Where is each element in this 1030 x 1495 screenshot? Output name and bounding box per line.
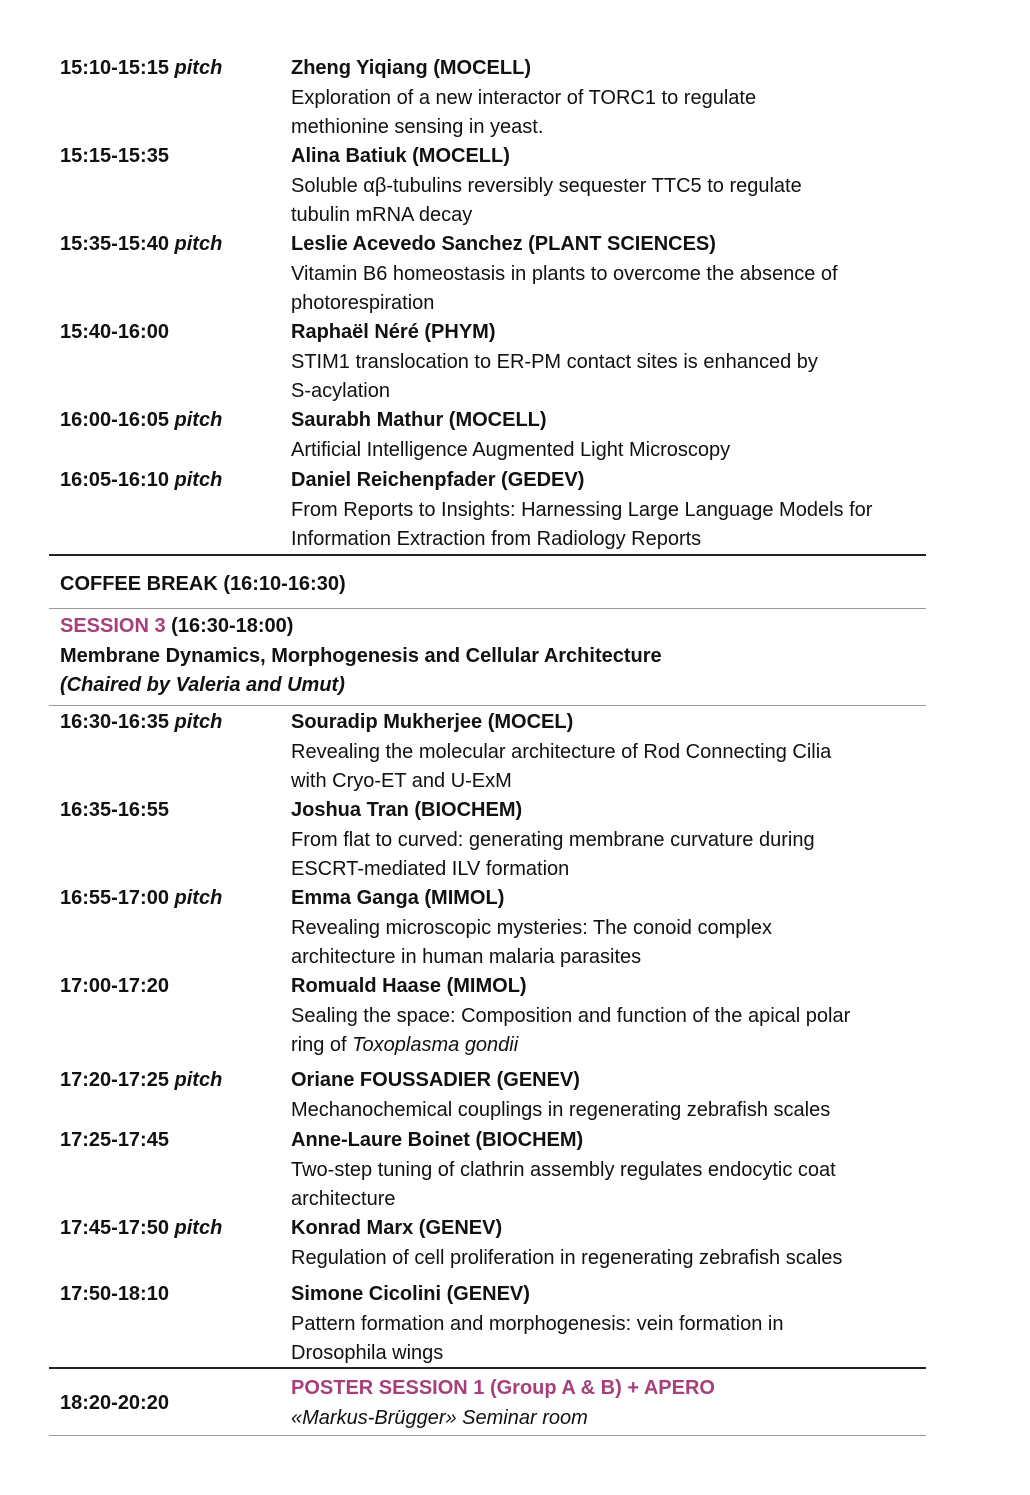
section-divider [49, 608, 926, 609]
talk-details [291, 230, 926, 319]
section-divider [49, 1435, 926, 1436]
pitch-label: pitch [174, 1069, 223, 1091]
talk-title-line: Revealing microscopic mysteries: The conoid complex [291, 916, 772, 939]
pitch-label: pitch [174, 711, 223, 733]
speaker-name: Anne-Laure Boinet (BIOCHEM) [291, 1129, 584, 1151]
talk-title-line: Two-step tuning of clathrin assembly regulates endocytic coat [291, 1158, 836, 1181]
session-chairs: (Chaired by Valeria and Umut) [60, 674, 345, 696]
talk-time: 16:00-16:05 pitch [60, 409, 223, 431]
talk-details [291, 406, 926, 465]
session-title: Membrane Dynamics, Morphogenesis and Cellular Architecture [60, 645, 662, 667]
speaker-name: Konrad Marx (GENEV) [291, 1217, 503, 1239]
speaker-name: Alina Batiuk (MOCELL) [291, 145, 510, 167]
talk-time: 16:05-16:10 pitch [60, 469, 223, 491]
talk-title-line: photorespiration [291, 292, 435, 314]
talk-title-line: From flat to curved: generating membrane curvature during [291, 828, 815, 851]
talk-details [291, 1066, 926, 1125]
talk-time: 17:00-17:20 [60, 975, 169, 997]
poster-details [291, 1374, 926, 1433]
species-name: Toxoplasma gondii [352, 1034, 519, 1056]
talk-details [291, 1214, 926, 1273]
talk-time: 15:15-15:35 [60, 145, 169, 167]
speaker-name: Souradip Mukherjee (MOCEL) [291, 711, 574, 733]
talk-title-line: architecture in human malaria parasites [291, 946, 642, 968]
talk-time: 15:40-16:00 [60, 321, 169, 343]
talk-details [291, 1126, 926, 1215]
speaker-name: Emma Ganga (MIMOL) [291, 887, 505, 909]
talk-title-line: Drosophila wings [291, 1342, 444, 1364]
talk-title-line: Mechanochemical couplings in regenerating zebrafish scales [291, 1098, 831, 1121]
section-divider [49, 705, 926, 706]
talk-time: 16:35-16:55 [60, 799, 169, 821]
talk-details [291, 796, 926, 885]
talk-title-line: Regulation of cell proliferation in regenerating zebrafish scales [291, 1246, 843, 1269]
talk-time: 16:30-16:35 pitch [60, 711, 223, 733]
talk-title-line: Vitamin B6 homeostasis in plants to overcome the absence of [291, 262, 838, 285]
talk-time: 16:55-17:00 pitch [60, 887, 223, 909]
pitch-label: pitch [174, 887, 223, 909]
speaker-name: Raphaël Néré (PHYM) [291, 321, 496, 343]
talk-time: 17:45-17:50 pitch [60, 1217, 223, 1239]
speaker-name: Joshua Tran (BIOCHEM) [291, 799, 523, 821]
talk-title-line: Exploration of a new interactor of TORC1 to regulate [291, 86, 757, 109]
section-divider [49, 1367, 926, 1369]
talk-title-line: tubulin mRNA decay [291, 204, 473, 226]
talk-title-line: with Cryo-ET and U-ExM [291, 770, 512, 792]
talk-time: 15:35-15:40 pitch [60, 233, 223, 255]
speaker-name: Leslie Acevedo Sanchez (PLANT SCIENCES) [291, 233, 716, 255]
talk-title-line: Information Extraction from Radiology Reports [291, 528, 702, 550]
pitch-label: pitch [174, 57, 223, 79]
speaker-name: Daniel Reichenpfader (GEDEV) [291, 469, 585, 491]
talk-details [291, 708, 926, 797]
speaker-name: Zheng Yiqiang (MOCELL) [291, 57, 531, 79]
talk-title-line: Sealing the space: Composition and function of the apical polar [291, 1004, 851, 1027]
talk-title-line: methionine sensing in yeast. [291, 116, 544, 138]
poster-title: POSTER SESSION 1 (Group A & B) + APERO [291, 1377, 715, 1399]
talk-title-line: From Reports to Insights: Harnessing Large Language Models for [291, 498, 873, 521]
talk-time: 17:50-18:10 [60, 1283, 169, 1305]
pitch-label: pitch [174, 469, 223, 491]
talk-time: 17:25-17:45 [60, 1129, 169, 1151]
poster-location: «Markus-Brügger» Seminar room [291, 1406, 588, 1429]
talk-title-line: Soluble αβ-tubulins reversibly sequester TTC5 to regulate [291, 174, 802, 197]
talk-details [291, 884, 926, 973]
talk-title-line: ring of Toxoplasma gondii [291, 1034, 519, 1056]
talk-time: 17:20-17:25 pitch [60, 1069, 223, 1091]
talk-title-line: architecture [291, 1188, 396, 1210]
poster-time: 18:20-20:20 [60, 1392, 169, 1414]
talk-title-line: Pattern formation and morphogenesis: vein formation in [291, 1312, 784, 1335]
session-heading [60, 612, 293, 642]
talk-details [291, 1280, 926, 1369]
coffee-break: COFFEE BREAK (16:10-16:30) [60, 573, 346, 595]
pitch-label: pitch [174, 233, 223, 255]
session-label: SESSION 3 [60, 615, 166, 637]
pitch-label: pitch [174, 1217, 223, 1239]
speaker-name: Romuald Haase (MIMOL) [291, 975, 527, 997]
talk-details [291, 318, 926, 407]
talk-details [291, 972, 926, 1061]
talk-details [291, 54, 926, 143]
talk-details [291, 142, 926, 231]
section-divider [49, 554, 926, 556]
speaker-name: Oriane FOUSSADIER (GENEV) [291, 1069, 580, 1091]
speaker-name: Saurabh Mathur (MOCELL) [291, 409, 547, 431]
talk-title-line: STIM1 translocation to ER-PM contact sites is enhanced by [291, 350, 818, 373]
speaker-name: Simone Cicolini (GENEV) [291, 1283, 530, 1305]
talk-title-line: Revealing the molecular architecture of Rod Connecting Cilia [291, 740, 832, 763]
talk-title-line: S-acylation [291, 380, 390, 402]
talk-title-line: ESCRT-mediated ILV formation [291, 858, 570, 880]
session-time: (16:30-18:00) [171, 615, 294, 637]
talk-time: 15:10-15:15 pitch [60, 57, 223, 79]
talk-details [291, 466, 926, 555]
pitch-label: pitch [174, 409, 223, 431]
talk-title-line: Artificial Intelligence Augmented Light Microscopy [291, 438, 731, 461]
